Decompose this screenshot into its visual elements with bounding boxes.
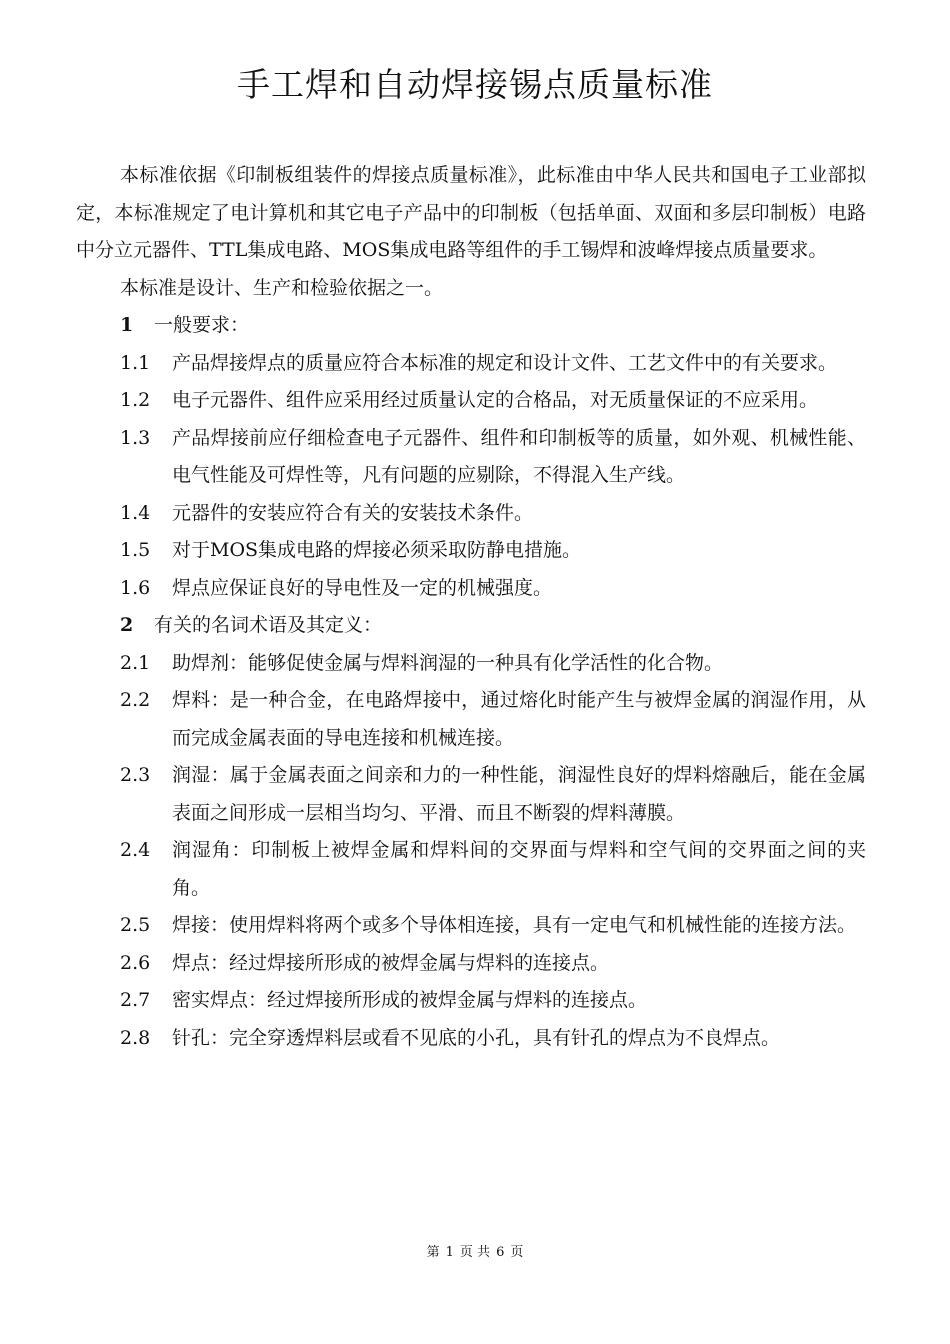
- footer-suffix: 页: [510, 1245, 524, 1260]
- item-text: 产品焊接焊点的质量应符合本标准的规定和设计文件、工艺文件中的有关要求。: [172, 351, 838, 374]
- item-number: 1.2: [120, 389, 151, 411]
- list-item: [76, 570, 866, 608]
- list-item: [76, 682, 866, 757]
- item-text: 电子元器件、组件应采用经过质量认定的合格品，对无质量保证的不应采用。: [172, 389, 819, 411]
- item-text: 元器件的安装应符合有关的安装技术条件。: [172, 501, 534, 524]
- document-body: [76, 157, 866, 1057]
- item-number: 2.4: [120, 839, 151, 861]
- item-number: 1.5: [120, 539, 151, 561]
- item-text: 焊料：是一种合金，在电路焊接中，通过熔化时能产生与被焊金属的润湿作用，从而完成金属表面的导电连接和机械连接。: [172, 689, 866, 749]
- section-number: 1: [120, 314, 134, 336]
- list-item: [76, 907, 866, 945]
- list-item: [76, 832, 866, 907]
- footer-prefix: 第: [426, 1245, 440, 1260]
- list-item: [76, 345, 866, 383]
- item-text: 产品焊接前应仔细检查电子元器件、组件和印制板等的质量，如外观、机械性能、电气性能及可焊性等，凡有问题的应剔除，不得混入生产线。: [172, 426, 866, 486]
- item-text: 润湿：属于金属表面之间亲和力的一种性能，润湿性良好的焊料熔融后，能在金属表面之间形成一层相当均匀、平滑、而且不断裂的焊料薄膜。: [172, 764, 866, 824]
- item-text: 助焊剂：能够促使金属与焊料润湿的一种具有化学活性的化合物。: [172, 651, 724, 674]
- item-number: 2.7: [120, 989, 151, 1011]
- item-number: 2.5: [120, 914, 151, 936]
- item-text: 焊点应保证良好的导电性及一定的机械强度。: [172, 576, 553, 599]
- list-item: [76, 982, 866, 1020]
- list-item: [76, 382, 866, 420]
- section-title: 一般要求：: [154, 314, 250, 336]
- item-text: 对于MOS集成电路的焊接必须采取防静电措施。: [172, 539, 582, 561]
- list-item: [76, 645, 866, 683]
- item-number: 1.4: [120, 501, 151, 524]
- item-number: 1.3: [120, 426, 151, 449]
- item-text: 焊点：经过焊接所形成的被焊金属与焊料的连接点。: [172, 951, 610, 974]
- list-item: [76, 1020, 866, 1058]
- list-item: [76, 532, 866, 570]
- item-number: 2.3: [120, 764, 151, 786]
- item-text: 密实焊点：经过焊接所形成的被焊金属与焊料的连接点。: [172, 989, 648, 1011]
- item-number: 2.2: [120, 689, 151, 711]
- item-number: 2.8: [120, 1026, 151, 1049]
- list-item: [76, 757, 866, 832]
- intro-paragraph: 本标准是设计、生产和检验依据之一。: [120, 276, 444, 299]
- section-title: 有关的名词术语及其定义：: [154, 614, 383, 636]
- item-text: 针孔：完全穿透焊料层或看不见底的小孔，具有针孔的焊点为不良焊点。: [172, 1026, 781, 1049]
- item-number: 2.6: [120, 951, 151, 974]
- item-number: 1.1: [120, 351, 151, 374]
- section-heading: [76, 607, 866, 645]
- section-heading: [76, 307, 866, 345]
- item-number: 1.6: [120, 576, 151, 599]
- item-text: 焊接：使用焊料将两个或多个导体相连接，具有一定电气和机械性能的连接方法。: [172, 914, 857, 936]
- list-item: [76, 945, 866, 983]
- page-number: 1: [445, 1245, 454, 1260]
- page-footer: [0, 1244, 950, 1262]
- footer-middle: 页 共: [459, 1245, 491, 1260]
- section-number: 2: [120, 614, 134, 636]
- total-pages: 6: [496, 1245, 505, 1260]
- item-number: 2.1: [120, 651, 151, 674]
- document-title: 手工焊和自动焊接锡点质量标准: [237, 65, 713, 104]
- intro-paragraph: 本标准依据《印制板组装件的焊接点质量标准》，此标准由中华人民共和国电子工业部拟定，本标准规定了电计算机和其它电子产品中的印制板（包括单面、双面和多层印制板）电路中分立元器件、TTL集成电路、MOS集成电路等组件的手工锡焊和波峰焊接点质量要求。: [76, 164, 866, 261]
- list-item: [76, 420, 866, 495]
- list-item: [76, 495, 866, 533]
- item-text: 润湿角：印制板上被焊金属和焊料间的交界面与焊料和空气间的交界面之间的夹角。: [172, 839, 866, 899]
